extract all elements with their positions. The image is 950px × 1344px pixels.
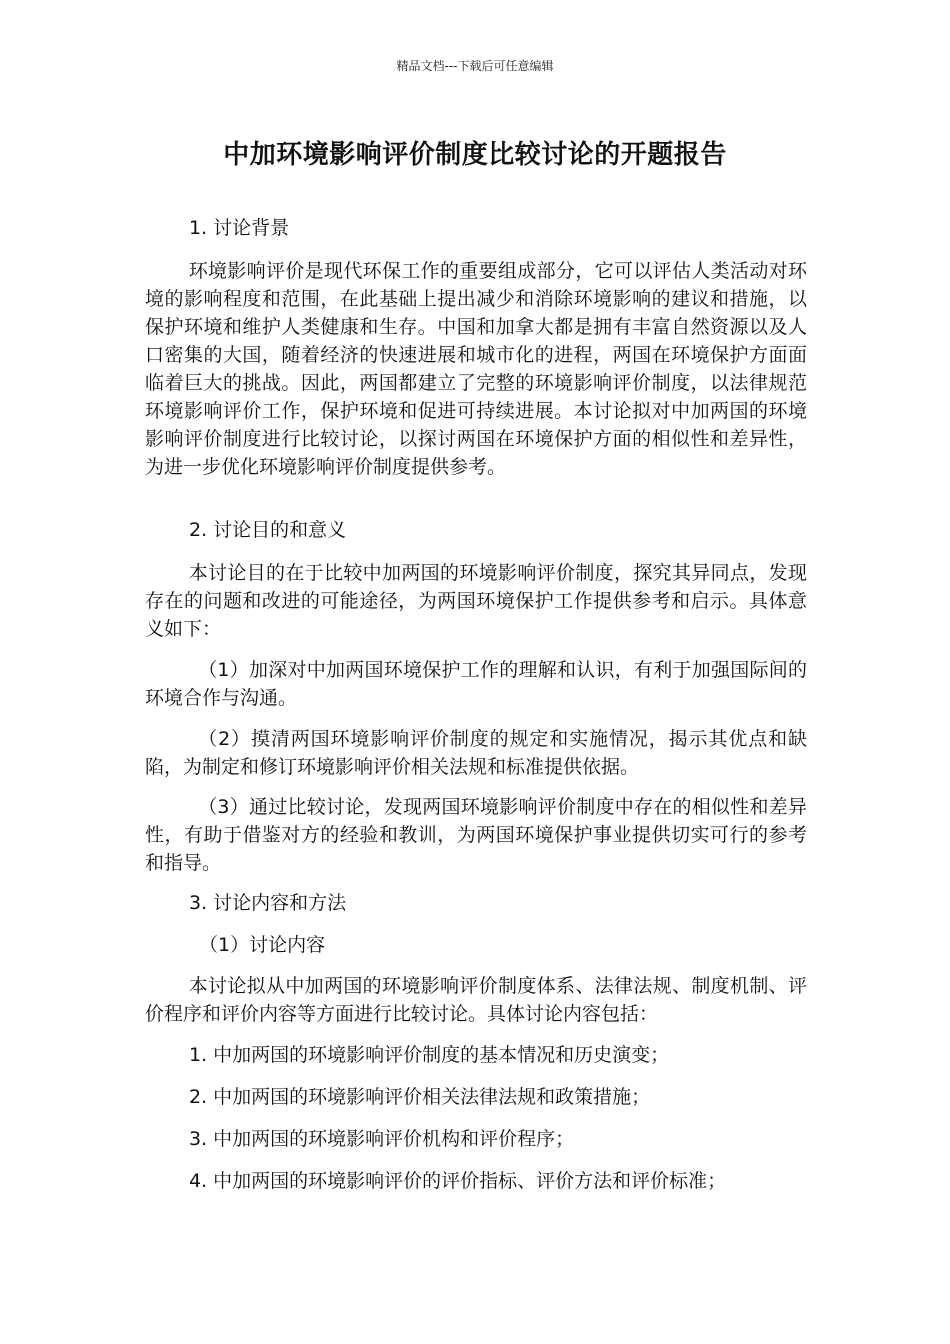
section-3-heading-block <box>145 889 807 917</box>
section-3-subheading-block <box>145 931 807 959</box>
background-paragraph: 环境影响评价是现代环保工作的重要组成部分，它可以评估人类活动对环境的影响程度和范围，在此基础上提出减少和消除环境影响的建议和措施，以保护环境和维护人类健康和生存。中国和加拿大都是拥有丰富自然资源以及人口密集的大国，随着经济的快速进展和城市化的进程，两国在环境保护方面面临着巨大的挑战。因此，两国都建立了完整的环境影响评价制度，以法律规范环境影响评价工作，保护环境和促进可持续进展。本讨论拟对中加两国的环境影响评价制度进行比较讨论，以探讨两国在环境保护方面的相似性和差异性，为进一步优化环境影响评价制度提供参考。 <box>145 260 807 478</box>
purpose-paragraph: 本讨论目的在于比较中加两国的环境影响评价制度，探究其异同点，发现存在的问题和改进的可能途径，为两国环境保护工作提供参考和启示。具体意义如下： <box>145 562 807 640</box>
document-title: 中加环境影响评价制度比较讨论的开题报告 <box>223 140 727 170</box>
section-heading-background: 1. 讨论背景 <box>189 217 290 239</box>
significance-item-2-block <box>145 725 807 781</box>
section-2-paragraph-block <box>145 559 807 643</box>
content-list-item-4-block <box>145 1167 807 1195</box>
header-note: 精品文档---下载后可任意编辑 <box>396 59 554 73</box>
subheading-content: （1）讨论内容 <box>199 934 326 956</box>
section-heading-content-method: 3. 讨论内容和方法 <box>189 892 347 914</box>
significance-item-2: （2）摸清两国环境影响评价制度的规定和实施情况，揭示其优点和缺陷，为制定和修订环境影响评价相关法规和标准提供依据。 <box>145 728 807 778</box>
list-item: 3. 中加两国的环境影响评价机构和评价程序； <box>189 1128 575 1150</box>
list-item: 1. 中加两国的环境影响评价制度的基本情况和历史演变； <box>189 1044 670 1066</box>
list-item: 2. 中加两国的环境影响评价相关法律法规和政策措施； <box>189 1086 651 1108</box>
section-heading-purpose: 2. 讨论目的和意义 <box>189 519 347 541</box>
section-1-heading-block <box>145 214 807 242</box>
significance-item-3-block <box>145 793 807 877</box>
significance-item-1-block <box>145 656 807 712</box>
section-1-paragraph-block <box>145 257 807 481</box>
section-3-paragraph-block <box>145 972 807 1028</box>
section-2-heading-block <box>145 516 807 544</box>
list-item: 4. 中加两国的环境影响评价的评价指标、评价方法和评价标准； <box>189 1170 727 1192</box>
content-paragraph: 本讨论拟从中加两国的环境影响评价制度体系、法律法规、制度机制、评价程序和评价内容等方面进行比较讨论。具体讨论内容包括： <box>145 975 807 1025</box>
significance-item-1: （1）加深对中加两国环境保护工作的理解和认识，有利于加强国际间的环境合作与沟通。 <box>145 659 807 709</box>
significance-item-3: （3）通过比较讨论，发现两国环境影响评价制度中存在的相似性和差异性，有助于借鉴对方的经验和教训，为两国环境保护事业提供切实可行的参考和指导。 <box>145 796 807 874</box>
content-list-item-1-block <box>145 1041 807 1069</box>
content-list-item-2-block <box>145 1083 807 1111</box>
content-list-item-3-block <box>145 1125 807 1153</box>
